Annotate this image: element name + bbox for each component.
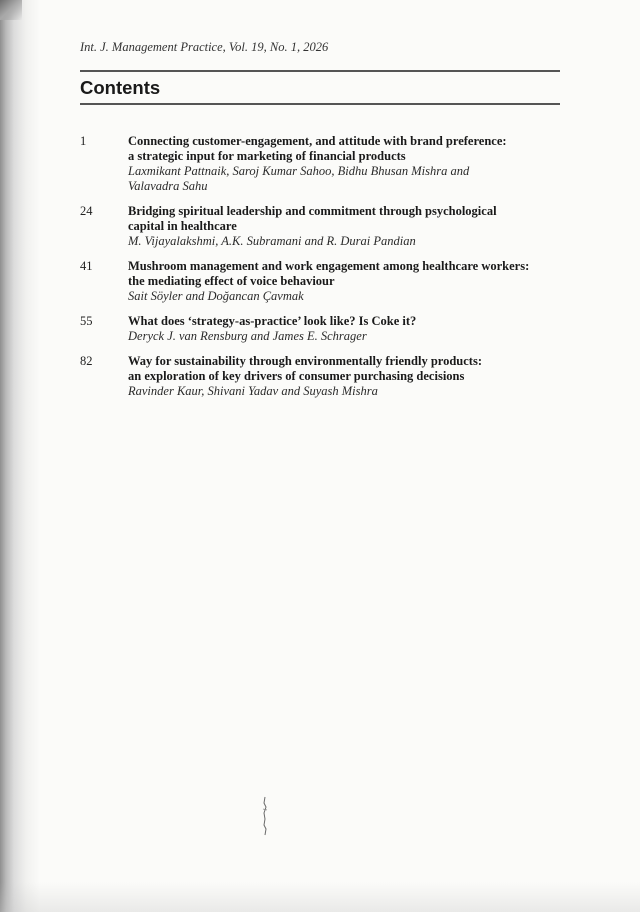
toc-author-line: Valavadra Sahu [128,179,208,193]
page-binding-shadow [0,0,40,912]
toc-author-line: Ravinder Kaur, Shivani Yadav and Suyash Mishra [128,384,378,398]
toc-entry[interactable] [80,354,560,399]
top-rule [80,70,560,72]
toc-article-authors [128,329,560,344]
toc-title-line: capital in healthcare [128,219,237,233]
table-of-contents [80,134,560,409]
toc-article-authors [128,234,560,249]
toc-article-authors [128,289,560,304]
toc-author-line: M. Vijayalakshmi, A.K. Subramani and R. Durai Pandian [128,234,416,248]
toc-author-line: Sait Söyler and Doğancan Çavmak [128,289,304,303]
toc-page-number: 24 [80,204,93,218]
contents-title: Contents [80,77,161,98]
toc-title-line: an exploration of key drivers of consumer purchasing decisions [128,369,465,383]
toc-article-title[interactable] [128,314,560,329]
toc-article-title[interactable] [128,259,560,289]
toc-title-line: Connecting customer-engagement, and attitude with brand preference: [128,134,507,148]
pencil-mark [258,795,272,837]
toc-article-title[interactable] [128,134,560,164]
toc-title-line: the mediating effect of voice behaviour [128,274,335,288]
toc-page-number: 1 [80,134,87,148]
toc-entry[interactable] [80,134,560,194]
toc-entry[interactable] [80,204,560,249]
toc-article-authors [128,384,560,399]
toc-page-number: 55 [80,314,93,328]
toc-title-line: a strategic input for marketing of financial products [128,149,406,163]
toc-article-title[interactable] [128,204,560,234]
toc-author-line: Deryck J. van Rensburg and James E. Schrager [128,329,367,343]
toc-page-number: 82 [80,354,93,368]
bottom-rule [80,103,560,105]
toc-title-line: Way for sustainability through environmentally friendly products: [128,354,482,368]
page-bottom-shadow [0,882,640,912]
toc-title-line: Mushroom management and work engagement among healthcare workers: [128,259,530,273]
toc-article-title[interactable] [128,354,560,384]
page-corner-shadow [0,0,22,20]
toc-author-line: Laxmikant Pattnaik, Saroj Kumar Sahoo, Bidhu Bhusan Mishra and [128,164,470,178]
toc-page-number: 41 [80,259,93,273]
toc-article-authors [128,164,560,194]
journal-header: Int. J. Management Practice, Vol. 19, No. 1, 2026 [80,40,329,54]
toc-entry[interactable] [80,314,560,344]
toc-title-line: Bridging spiritual leadership and commitment through psychological [128,204,497,218]
toc-title-line: What does ‘strategy-as-practice’ look like? Is Coke it? [128,314,417,328]
toc-entry[interactable] [80,259,560,304]
